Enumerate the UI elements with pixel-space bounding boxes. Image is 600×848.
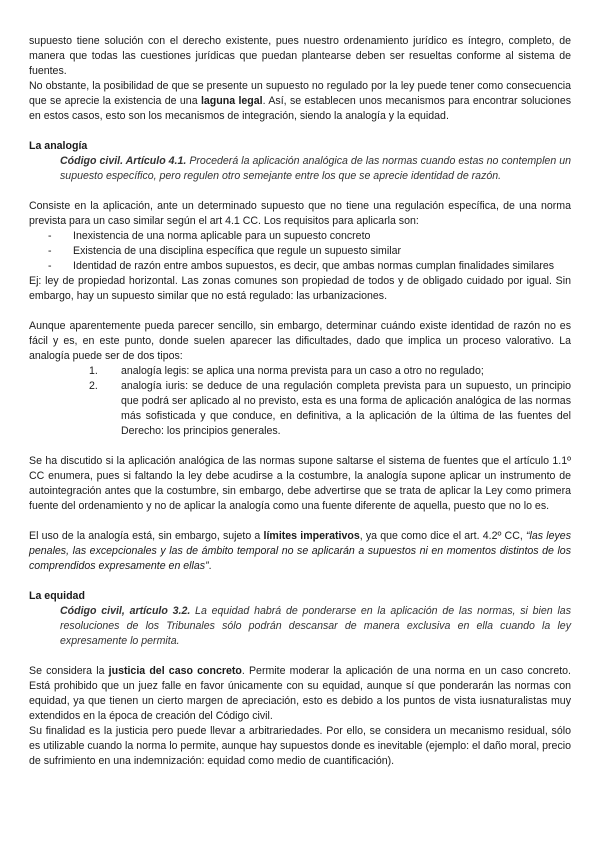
bold-term-laguna-legal: laguna legal	[200, 95, 263, 107]
requisitos-list	[29, 229, 571, 274]
paragraph-finalidad: Su finalidad es la justicia pero puede llevar a arbitrariedades. Por ello, se considera un mecanismo residual, sólo es utilizable cuando la norma lo permite, aunque hay supuestos donde es inevitable (ejemplo: el daño moral, precio de sufrimiento en una indemnización: equidad como medio de cuantificación).	[29, 725, 571, 767]
text-run: . Así, se establecen unos mecanismos para encontrar soluciones en estos casos, esto son los mecanismos de integración, siendo la analogía y la equidad.	[29, 95, 572, 122]
list-item: - Inexistencia de una norma aplicable para un supuesto concreto	[48, 229, 571, 244]
document-page	[29, 34, 571, 769]
section-heading-equidad: La equidad	[29, 590, 85, 602]
quote-text: Procederá la aplicación analógica de las normas cuando estas no contemplen un supuesto específico, pero regulen otro semejante entre los que se aprecie identidad de razón.	[60, 155, 571, 182]
list-item: - Existencia de una disciplina específica que regule un supuesto similar	[48, 244, 571, 259]
paragraph-aunque: Aunque aparentemente pueda parecer sencillo, sin embargo, determinar cuándo existe identidad de razón no es fácil y es, en este punto, donde suelen aparecer las dificultades, dado que implica un proceso valorativo. La analogía puede ser de dos tipos:	[29, 320, 571, 362]
list-item	[89, 379, 571, 439]
paragraph-laguna-legal	[29, 79, 571, 124]
text-run: .	[208, 560, 212, 572]
text-run: No obstante, la posibilidad de que se presente un supuesto no regulado por la ley puede tener como consecuencia que se aprecie la existencia de una	[29, 80, 571, 107]
quote-articulo-3-2	[60, 604, 571, 649]
bold-term-justicia: justicia del caso concreto	[108, 665, 242, 677]
list-number: 1.	[89, 365, 98, 377]
text-run: , ya que como dice el art. 4.2º CC,	[359, 530, 526, 542]
bold-term-limites: límites imperativos	[263, 530, 360, 542]
list-number: 2.	[89, 380, 98, 392]
quote-reference: Código civil, artículo 3.2.	[60, 605, 191, 617]
paragraph-ejemplo: Ej: ley de propiedad horizontal. Las zonas comunes son propiedad de todos y de obligado cuidado por igual. Sin embargo, hay un supuesto similar que no está regulado: las urbanizaciones.	[29, 275, 571, 302]
paragraph-justicia	[29, 664, 571, 724]
quote-articulo-4-2: “las leyes penales, las excepcionales y las de ámbito temporal no se aplicarán a supuestos ni en momentos distintos de los comprendidos expresamente en ellas”	[29, 530, 571, 572]
text-run: El uso de la analogía está, sin embargo, sujeto a	[29, 530, 264, 542]
section-heading-analogia: La analogía	[29, 140, 88, 152]
paragraph-discutido: Se ha discutido si la aplicación analógica de las normas supone saltarse el sistema de fuentes que el artículo 1.1º CC enumera, pues si faltando la ley debe acudirse a la costumbre, la analogía supone aplicar un instrumento de autointegración antes que la costumbre, sin embargo, debe advertirse que se trata de aplicar la Ley como primera fuente del ordenamiento y no de aplicar la analogía como una fuente diferente de aquella, puesto que no lo es.	[29, 455, 571, 512]
paragraph-limites	[29, 529, 571, 574]
list-text: analogía legis: se aplica una norma prevista para un caso a otro no regulado;	[121, 365, 484, 377]
paragraph-consiste: Consiste en la aplicación, ante un determinado supuesto que no tiene una regulación específica, de una norma prevista para un caso similar según el art 4.1 CC. Los requisitos para aplicarla son:	[29, 200, 571, 227]
paragraph-fuentes: supuesto tiene solución con el derecho existente, pues nuestro ordenamiento jurídico es íntegro, completo, de manera que todas las cuestiones jurídicas que puedan plantearse deben ser resueltas conforme al sistema de fuentes.	[29, 35, 571, 77]
text-run: Se considera la	[29, 665, 109, 677]
tipos-list	[29, 364, 571, 439]
quote-text: La equidad habrá de ponderarse en la aplicación de las normas, si bien las resoluciones de los Tribunales sólo podrán descansar de manera exclusiva en ella cuando la ley expresamente lo permita.	[60, 605, 571, 647]
text-run: . Permite moderar la aplicación de una norma en un caso concreto. Está prohibido que un juez falle en favor únicamente con su equidad, aunque sí que ponderarán las normas con equidad, ya que tienen un cierto margen de apreciación, esto es debido a los puntos de vista iusnaturalistas muy extendidos en la época de creación del Código civil.	[29, 665, 572, 722]
list-text: analogía iuris: se deduce de una regulación completa prevista para un supuesto, un principio que podrá ser aplicado al no previsto, esta es una forma de aplicación analógica de las normas más sofisticada y que conduce, en definitiva, a la aplicación de la última de las fuentes del Derecho: los principios generales.	[121, 380, 571, 437]
quote-articulo-4-1	[60, 154, 571, 184]
list-item: - Identidad de razón entre ambos supuestos, es decir, que ambas normas cumplan finalidades similares	[48, 259, 571, 274]
list-item	[89, 364, 571, 379]
quote-reference: Código civil. Artículo 4.1.	[60, 155, 187, 167]
